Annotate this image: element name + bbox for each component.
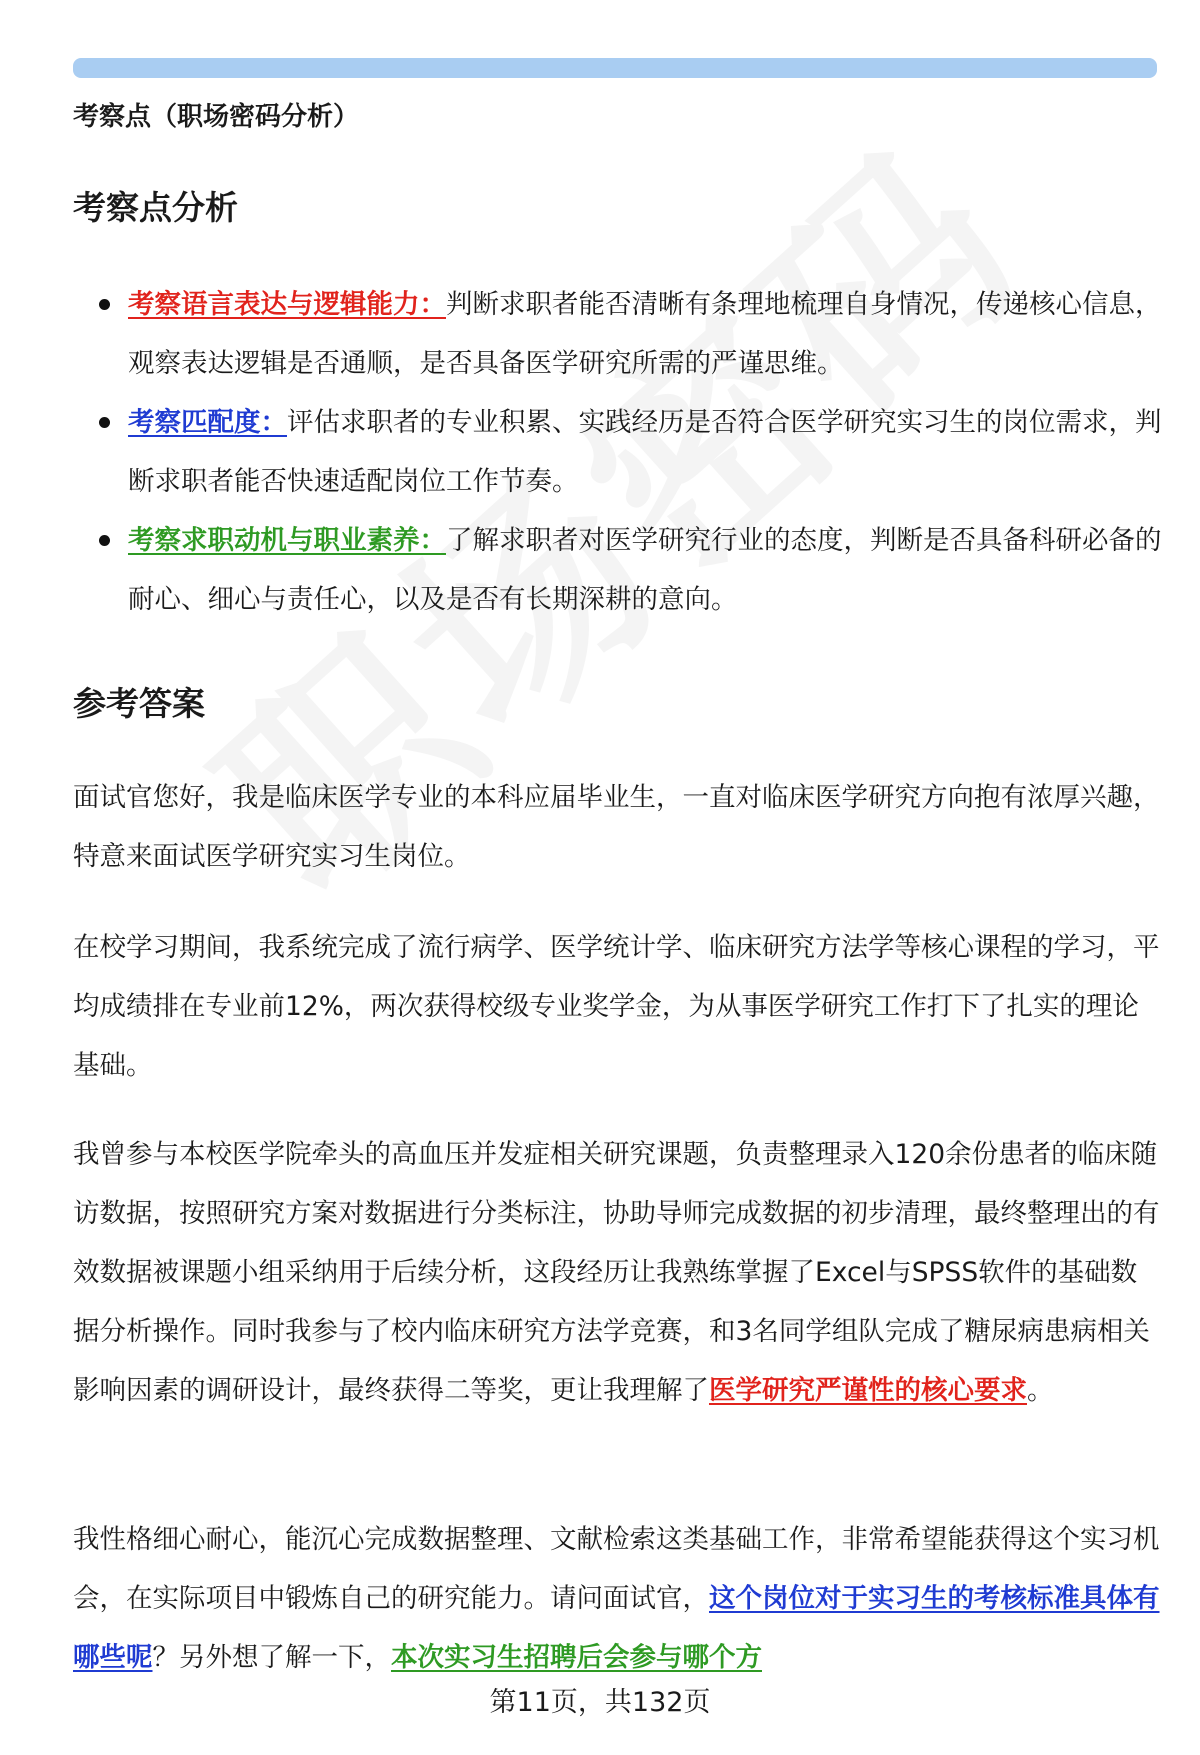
- answer-paragraph: 在校学习期间，我系统完成了流行病学、医学统计学、临床研究方法学等核心课程的学习，平均成绩排在专业前12%，两次获得校级专业奖学金，为从事医学研究工作打下了扎实的理论基础。: [73, 932, 1160, 1081]
- paragraph-text: 。: [1027, 1375, 1054, 1406]
- bullet-text: 了解求职者对医学研究行业的态度，判断是否具备科研必备的耐心、细心与责任心，以及是否有长期深耕的意向。: [128, 525, 1162, 615]
- bullet-key: 考察语言表达与逻辑能力：: [128, 289, 446, 320]
- bullet-key: 考察匹配度：: [128, 407, 287, 438]
- answer-paragraph: [73, 1125, 1163, 1420]
- answer-paragraph: 面试官您好，我是临床医学专业的本科应届毕业生，一直对临床医学研究方向抱有浓厚兴趣，特意来面试医学研究实习生岗位。: [73, 782, 1160, 872]
- list-item: [73, 511, 1163, 629]
- header-bar: [73, 58, 1157, 78]
- paragraph-text: 我曾参与本校医学院牵头的高血压并发症相关研究课题，负责整理录入120余份患者的临床随访数据，按照研究方案对数据进行分类标注，协助导师完成数据的初步清理，最终整理出的有效数据被课题小组采纳用于后续分析，这段经历让我熟练掌握了Excel与SPSS软件的基础数据分析操作。同时我参与了校内临床研究方法学竞赛，和3名同学组队完成了糖尿病患病相关影响因素的调研设计，最终获得二等奖，更让我理解了: [73, 1139, 1160, 1406]
- list-item: [73, 393, 1163, 511]
- highlight-question: 本次实习生招聘后会参与哪个方: [391, 1642, 762, 1673]
- analysis-heading: 考察点分析: [73, 188, 238, 227]
- analysis-list: [73, 275, 1163, 629]
- highlight-text: 医学研究严谨性的核心要求: [709, 1375, 1027, 1406]
- list-item: [73, 275, 1163, 393]
- highlight-question: 这个岗位对于实习生的考核标准具体有哪些呢: [73, 1583, 1160, 1673]
- bullet-text: 判断求职者能否清晰有条理地梳理自身情况，传递核心信息，观察表达逻辑是否通顺，是否具备医学研究所需的严谨思维。: [128, 289, 1162, 379]
- paragraph-text: 我性格细心耐心，能沉心完成数据整理、文献检索这类基础工作，非常希望能获得这个实习机会，在实际项目中锻炼自己的研究能力。请问面试官，: [73, 1524, 1160, 1614]
- bullet-key: 考察求职动机与职业素养：: [128, 525, 446, 556]
- answer-paragraph: [73, 1510, 1163, 1688]
- section-label: 考察点（职场密码分析）: [73, 102, 360, 132]
- page-number: 第11页，共132页: [0, 1680, 1200, 1719]
- paragraph-text: ？另外想了解一下，: [152, 1642, 391, 1673]
- bullet-text: 评估求职者的专业积累、实践经历是否符合医学研究实习生的岗位需求，判断求职者能否快速适配岗位工作节奏。: [128, 407, 1162, 497]
- answer-heading: 参考答案: [73, 684, 205, 723]
